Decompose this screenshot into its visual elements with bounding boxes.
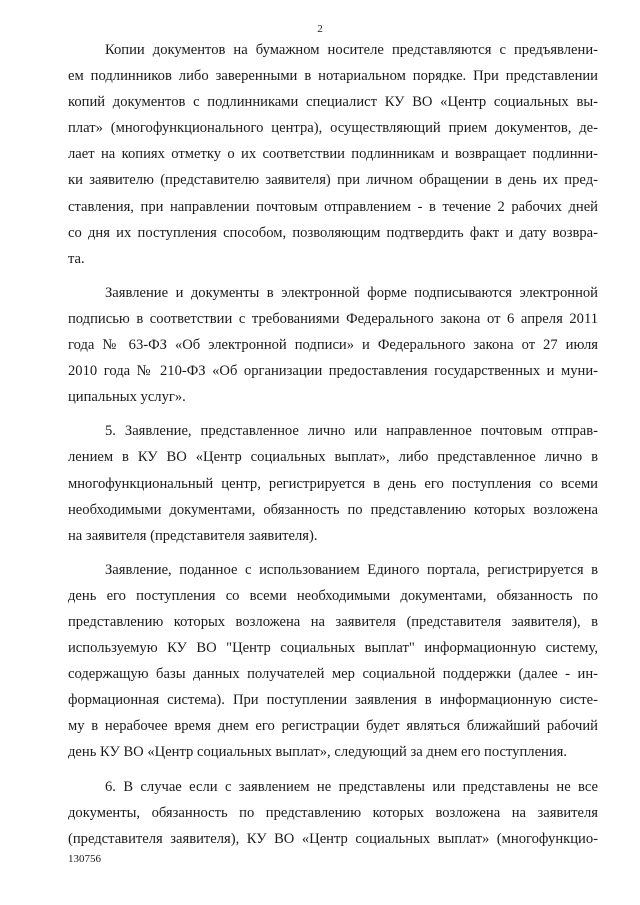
document-code: 130756: [68, 853, 101, 865]
text-line: необходимыми документами, обязанность по представлению которых возложена: [68, 501, 598, 518]
text-line: документы, обязанность по представлению которых возложена на заявителя: [68, 804, 598, 821]
text-line: ем подлинников либо заверенными в нотариальном порядке. При представлении: [68, 68, 598, 85]
page-number: 2: [317, 23, 323, 35]
text-line: 6. В случае если с заявлением не представлены или представлены не все: [105, 778, 598, 795]
text-line: лает на копиях отметку о их соответствии подлинникам и возвращает подлинни-: [68, 146, 598, 163]
text-line: 2010 года № 210-ФЗ «Об организации предоставления государственных и муни-: [68, 363, 598, 380]
paragraph-document-copies: [68, 37, 598, 272]
text-line: Заявление и документы в электронной форме подписываются электронной: [105, 284, 598, 301]
text-line: со дня их поступления способом, позволяющим подтвердить факт и дату возвра-: [68, 224, 598, 241]
text-line: ципальных услуг».: [68, 389, 186, 406]
text-line: Заявление, поданное с использованием Единого портала, регистрируется в: [105, 561, 598, 578]
text-line: лением в КУ ВО «Центр социальных выплат», либо представленное лично в: [68, 449, 598, 466]
text-line: на заявителя (представителя заявителя).: [68, 527, 318, 544]
document-body: [68, 37, 598, 852]
text-line: подписью в соответствии с требованиями Федерального закона от 6 апреля 2011: [68, 310, 598, 327]
text-line: плат» (многофункционального центра), осуществляющий прием документов, де-: [68, 120, 598, 137]
text-line: формационная система). При поступлении заявления в информационную систе-: [68, 692, 598, 709]
text-line: содержащую базы данных получателей мер социальной поддержки (далее - ин-: [68, 666, 598, 683]
text-line: му в нерабочее время днем его регистрации будет являться ближайший рабочий: [68, 718, 598, 735]
text-line: многофункциональный центр, регистрируется в день его поступления со всеми: [68, 475, 598, 492]
text-line: представлению которых возложена на заявителя (представителя заявителя), в: [68, 613, 598, 630]
text-line: используемую КУ ВО "Центр социальных выплат" информационную систему,: [68, 640, 598, 657]
text-line: та.: [68, 250, 85, 267]
text-line: ки заявителю (представителю заявителя) при личном обращении в день их пред-: [68, 172, 598, 189]
paragraph-unified-portal: [68, 557, 598, 766]
paragraph-item-6: [68, 774, 598, 852]
text-line: копий документов с подлинниками специалист КУ ВО «Центр социальных вы-: [68, 94, 598, 111]
text-line: день его поступления со всеми необходимыми документами, обязанность по: [68, 587, 598, 604]
text-line: года № 63-ФЗ «Об электронной подписи» и Федерального закона от 27 июля: [68, 337, 598, 354]
text-line: ставления, при направлении почтовым отправлением - в течение 2 рабочих дней: [68, 198, 598, 215]
paragraph-electronic-signature: [68, 280, 598, 410]
text-line: день КУ ВО «Центр социальных выплат», следующий за днем его поступления.: [68, 744, 568, 761]
text-line: Копии документов на бумажном носителе представляются с предъявлени-: [105, 42, 598, 58]
paragraph-item-5: [68, 418, 598, 548]
text-line: 5. Заявление, представленное лично или направленное почтовым отправ-: [105, 423, 598, 440]
text-line: (представителя заявителя), КУ ВО «Центр социальных выплат» (многофункцио-: [68, 830, 598, 847]
